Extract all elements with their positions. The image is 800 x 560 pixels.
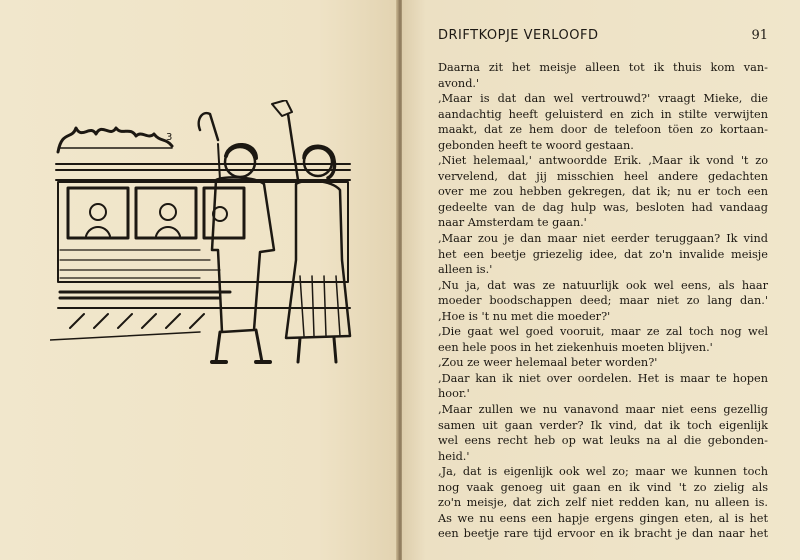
text-line: aandachtig heeft geluisterd en zich in stilte verwijten <box>438 107 768 121</box>
text-line: ‚Maar zullen we nu vanavond maar niet eens gezellig <box>438 403 768 417</box>
text-line: over me zou hebben gekregen, dat ik; nu er toch een <box>438 185 768 199</box>
text-line: wel eens recht heb op wat leuks na al die gebonden- <box>438 434 768 448</box>
text-line: ‚Daar kan ik niet over oordelen. Het is maar te hopen <box>438 371 768 385</box>
text-line: ‚Hoe is 't nu met die moeder?' <box>438 309 611 323</box>
text-line: heid.' <box>438 449 470 463</box>
text-line: naar Amsterdam te gaan.' <box>438 216 587 230</box>
text-line: ‚Maar zou je dan maar niet eerder teruggaan? Ik vind <box>438 232 768 246</box>
text-line: Daarna zit het meisje alleen tot ik thuis kom van- <box>438 61 768 74</box>
page-header <box>438 28 768 50</box>
text-line: het een beetje griezelig idee, dat zo'n invalide meisje <box>438 247 768 261</box>
text-line: As we nu eens een hapje ergens gingen eten, al is het <box>438 511 768 525</box>
text-line: nog vaak genoeg uit gaan en ik vind 't zo zielig als <box>438 480 768 494</box>
text-line: zo'n meisje, dat zich zelf niet redden kan, nu alleen is. <box>438 496 768 510</box>
text-line: samen uit gaan verder? Ik vind, dat ik toch eigenlijk <box>438 418 768 432</box>
train-farewell-illustration <box>50 100 360 380</box>
text-line: ‚Ja, dat is eigenlijk ook wel zo; maar we kunnen toch <box>438 465 768 479</box>
text-line: ‚Nu ja, dat was ze natuurlijk ook wel eens, als haar <box>438 278 768 292</box>
left-page <box>0 0 398 560</box>
text-line: gedeelte van de dag hulp was, besloten had vandaag <box>438 200 768 214</box>
running-title: DRIFTKOPJE VERLOOFD <box>438 28 599 43</box>
text-line: gebonden heeft te woord gestaan. <box>438 138 634 152</box>
text-line: moeder boodschappen deed; maar niet zo lang dan.' <box>438 294 768 308</box>
text-line: ‚Niet helemaal,' antwoordde Erik. ‚Maar ik vond 't zo <box>438 154 768 168</box>
text-line: een beetje rare tijd ervoor en ik bracht je dan naar het <box>438 527 768 541</box>
text-line: alleen is.' <box>438 263 493 277</box>
text-line: ‚Die gaat wel goed vooruit, maar ze zal toch nog wel <box>438 325 768 339</box>
text-line: ‚Zou ze weer helemaal beter worden?' <box>438 356 658 370</box>
text-line: hoor.' <box>438 387 470 401</box>
body-text <box>438 60 768 542</box>
text-line: maakt, dat ze hem door de telefoon töen zo kortaan- <box>438 123 768 137</box>
text-line: ‚Maar is dat dan wel vertrouwd?' vraagt Mieke, die <box>438 92 768 106</box>
page-number: 91 <box>751 28 768 43</box>
text-line: vervelend, dat jij misschien heel andere gedachten <box>438 169 768 183</box>
illustration-signature: 3 <box>166 132 173 143</box>
text-line: avond.' <box>438 76 480 90</box>
text-line: een hele poos in het ziekenhuis moeten blijven.' <box>438 340 713 354</box>
